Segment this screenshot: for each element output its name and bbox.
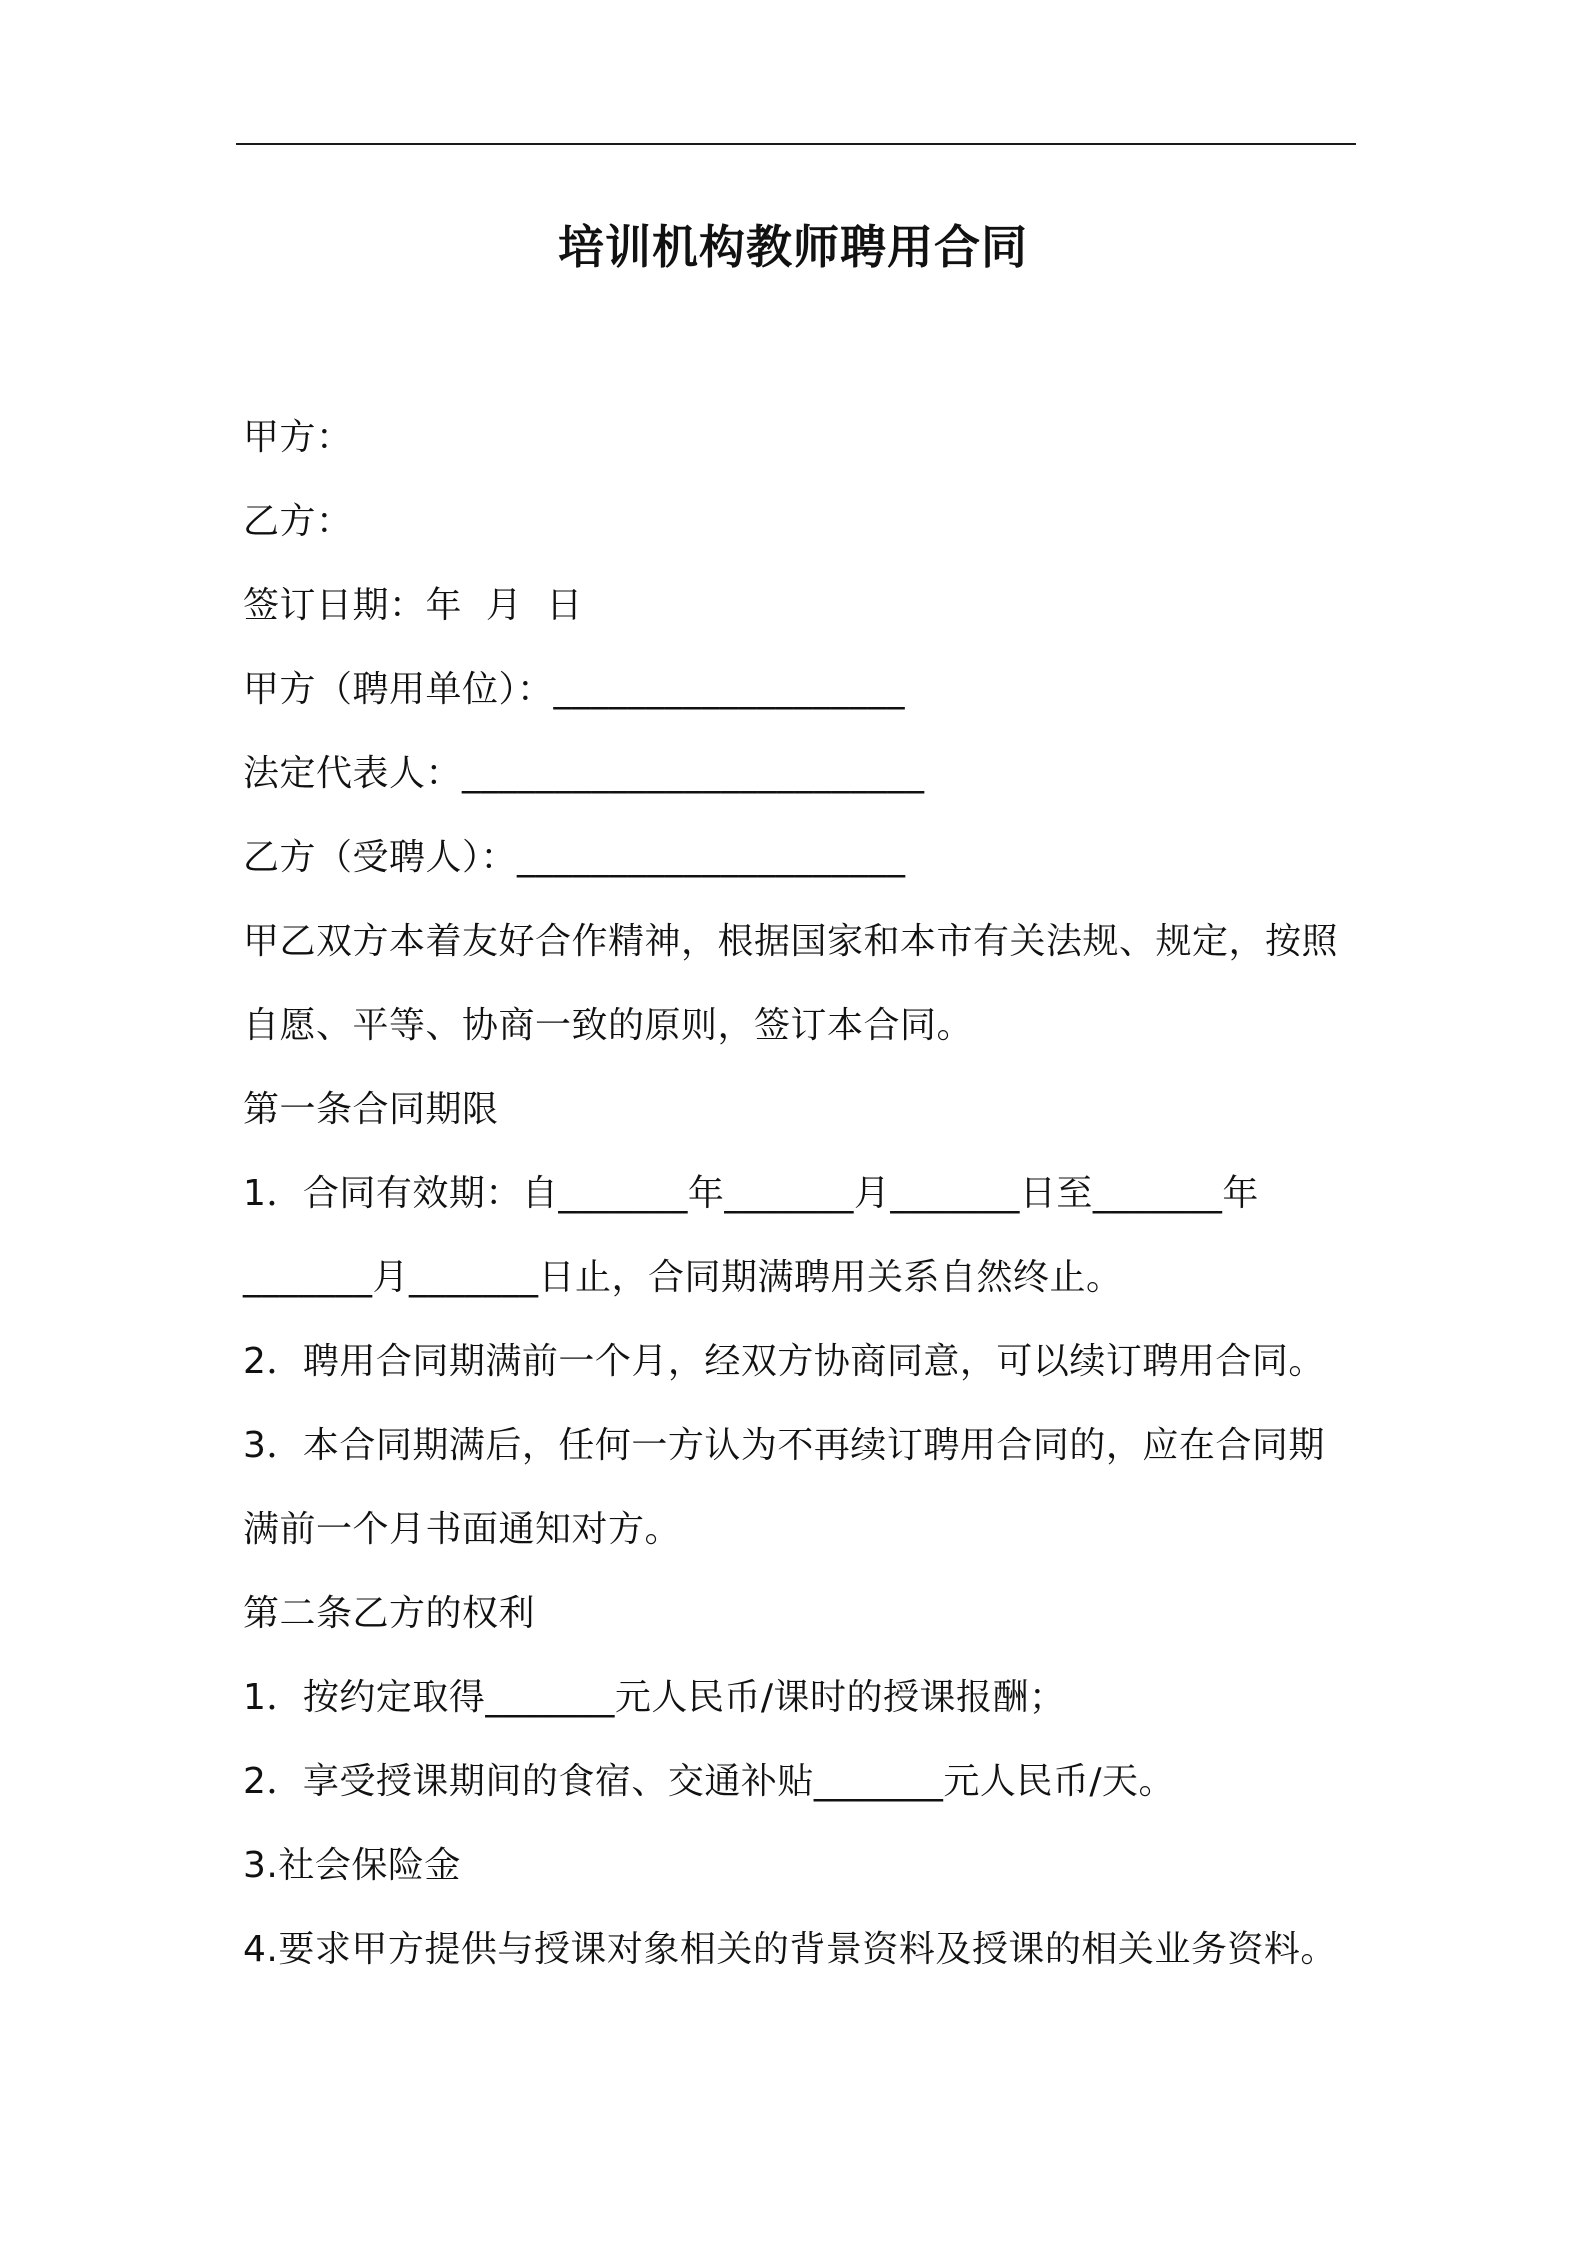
article-2-item-3: 3.社会保险金 [243,1845,461,1886]
party-a-label: 甲方： [243,417,353,458]
header-rule [236,143,1356,145]
article-2-item-4: 4.要求甲方提供与授课对象相关的背景资料及授课的相关业务资料。 [243,1929,1337,1970]
article-1-item-3-line-1: 3．本合同期满后，任何一方认为不再续订聘用合同的，应在合同期 [243,1425,1325,1466]
article-1-item-1-line-1: 1．合同有效期：自_______年_______月_______日至_______年 [243,1173,1259,1214]
party-b-label: 乙方： [243,501,353,542]
preamble-line-1: 甲乙双方本着友好合作精神，根据国家和本市有关法规、规定，按照 [243,921,1339,962]
article-1-item-3-line-2: 满前一个月书面通知对方。 [243,1509,682,1550]
employee-field: 乙方（受聘人）：_____________________ [243,837,906,878]
article-2-heading: 第二条乙方的权利 [243,1593,536,1634]
contract-title: 培训机构教师聘用合同 [558,220,1028,274]
article-2-item-1: 1．按约定取得_______元人民币/课时的授课报酬； [243,1677,1066,1718]
article-1-heading: 第一条合同期限 [243,1089,499,1130]
article-1-item-1-line-2: _______月_______日止，合同期满聘用关系自然终止。 [243,1257,1123,1298]
employer-field: 甲方（聘用单位）：___________________ [243,669,906,710]
legal-representative-field: 法定代表人：_________________________ [243,753,925,794]
preamble-line-2: 自愿、平等、协商一致的原则，签订本合同。 [243,1005,974,1046]
signing-date: 签订日期：年 月 日 [243,585,583,626]
article-1-item-2: 2．聘用合同期满前一个月，经双方协商同意，可以续订聘用合同。 [243,1341,1325,1382]
article-2-item-2: 2．享受授课期间的食宿、交通补贴_______元人民币/天。 [243,1761,1176,1802]
